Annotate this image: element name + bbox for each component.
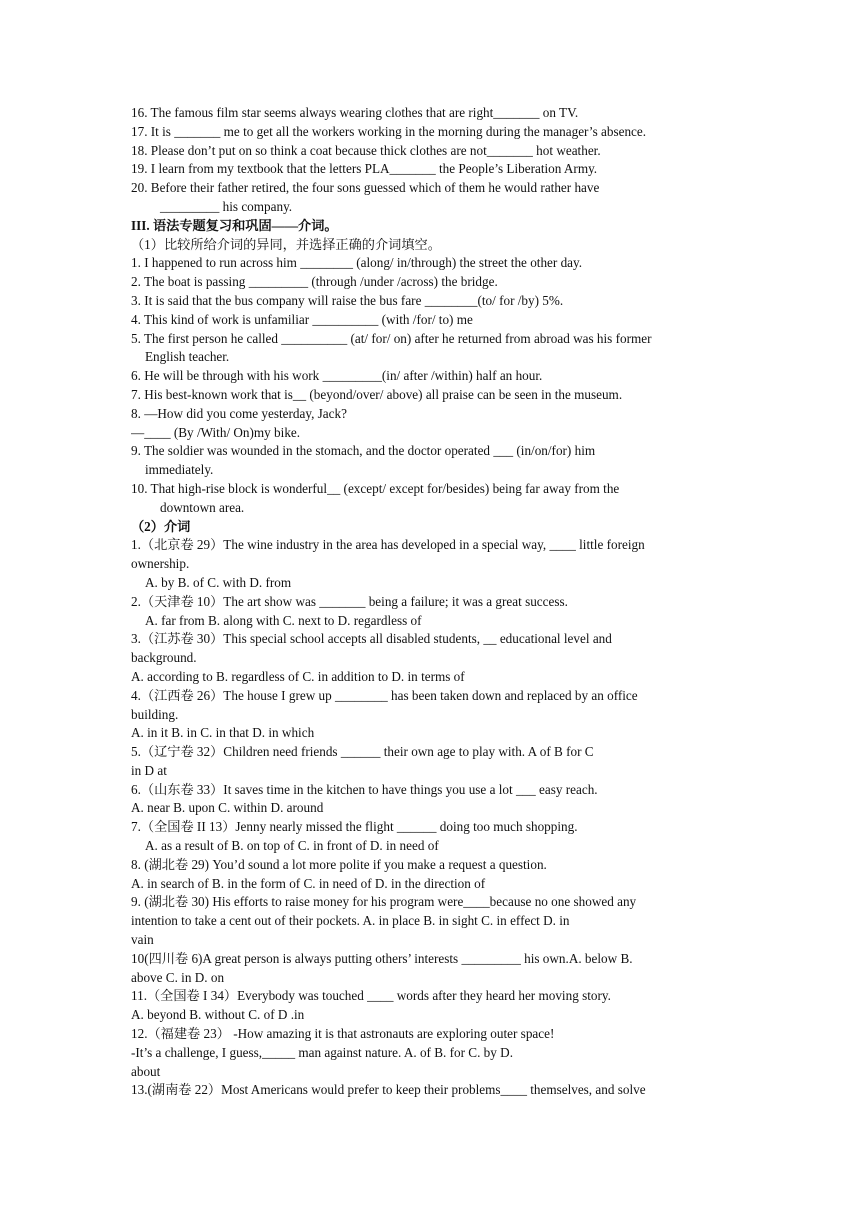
text-line: 5.（辽宁卷 32）Children need friends ______ their own age to play with. A of B for C — [131, 744, 594, 760]
text-line: 2.（天津卷 10）The art show was _______ being a failure; it was a great success. — [131, 593, 568, 609]
text-line: above C. in D. on — [131, 969, 225, 985]
text-line: A. in it B. in C. in that D. in which — [131, 725, 315, 741]
text-line: A. beyond B. without C. of D .in — [131, 1007, 305, 1023]
text-line: 5. The first person he called __________ (at/ for/ on) after he returned from abroad was his former — [131, 330, 652, 346]
text-line: vain — [131, 932, 154, 948]
text-line: 7. His best-known work that is__ (beyond/over/ above) all praise can be seen in the museum. — [131, 386, 623, 402]
text-line: immediately. — [145, 462, 214, 478]
text-line: downtown area. — [160, 499, 245, 515]
text-line: 7.（全国卷 II 13）Jenny nearly missed the flight ______ doing too much shopping. — [131, 819, 578, 835]
text-line: _________ his company. — [160, 198, 293, 214]
text-line: A. by B. of C. with D. from — [145, 574, 292, 590]
text-line: 19. I learn from my textbook that the letters PLA_______ the People’s Liberation Army. — [131, 161, 598, 177]
text-line: 2. The boat is passing _________ (through /under /across) the bridge. — [131, 274, 498, 290]
text-line: English teacher. — [145, 349, 230, 365]
text-line: 8. —How did you come yesterday, Jack? — [131, 405, 347, 421]
text-line: III. 语法专题复习和巩固——介词。 — [131, 217, 338, 233]
text-line: 3. It is said that the bus company will raise the bus fare ________(to/ for /by) 5%. — [131, 292, 564, 308]
text-line: 4.（江西卷 26）The house I grew up ________ has been taken down and replaced by an office — [131, 687, 638, 703]
text-line: A. according to B. regardless of C. in addition to D. in terms of — [131, 668, 465, 684]
text-line: 1.（北京卷 29）The wine industry in the area has developed in a special way, ____ little foreign — [131, 537, 645, 553]
text-line: （1）比较所给介词的异同，并选择正确的介词填空。 — [131, 236, 441, 252]
text-line: intention to take a cent out of their pockets. A. in place B. in sight C. in effect D. in — [131, 913, 570, 929]
text-line: 11.（全国卷 I 34）Everybody was touched ____ words after they heard her moving story. — [131, 988, 611, 1004]
text-line: 9. The soldier was wounded in the stomach, and the doctor operated ___ (in/on/for) him — [131, 443, 596, 459]
text-line: 4. This kind of work is unfamiliar __________ (with /for/ to) me — [131, 311, 473, 327]
text-line: in D at — [131, 762, 167, 778]
text-line: 20. Before their father retired, the four sons guessed which of them he would rather have — [131, 180, 600, 196]
text-line: 10. That high-rise block is wonderful__ (except/ except for/besides) being far away from the — [131, 480, 620, 496]
text-line: about — [131, 1063, 161, 1079]
text-line: 13.(湖南卷 22）Most Americans would prefer to keep their problems____ themselves, and solve — [131, 1082, 646, 1098]
text-line: ownership. — [131, 556, 190, 572]
text-line: —____ (By /With/ On)my bike. — [131, 424, 301, 440]
document-body — [131, 104, 733, 1100]
text-line: building. — [131, 706, 179, 722]
text-line: 9. (湖北卷 30) His efforts to raise money for his program were____because no one showed any — [131, 894, 637, 910]
text-line: 3.（江苏卷 30）This special school accepts all disabled students, __ educational level and — [131, 631, 612, 647]
text-line: 10(四川卷 6)A great person is always putting others’ interests _________ his own.A. below B. — [131, 950, 633, 966]
text-line: 6. He will be through with his work _________(in/ after /within) half an hour. — [131, 368, 543, 384]
text-line: A. far from B. along with C. next to D. regardless of — [145, 612, 422, 628]
text-line: A. in search of B. in the form of C. in need of D. in the direction of — [131, 875, 486, 891]
text-line: background. — [131, 650, 197, 666]
text-line: -It’s a challenge, I guess,_____ man against nature. A. of B. for C. by D. — [131, 1044, 513, 1060]
text-line: 18. Please don’t put on so think a coat because thick clothes are not_______ hot weather. — [131, 142, 601, 158]
text-line: 17. It is _______ me to get all the workers working in the morning during the manager’s absence. — [131, 123, 647, 139]
text-line: 12.（福建卷 23） -How amazing it is that astronauts are exploring outer space! — [131, 1026, 555, 1042]
text-line: 8. (湖北卷 29) You’d sound a lot more polite if you make a request a question. — [131, 856, 547, 872]
text-line: 1. I happened to run across him ________ (along/ in/through) the street the other day. — [131, 255, 583, 271]
text-line: （2）介词 — [131, 518, 191, 534]
text-line: 6.（山东卷 33）It saves time in the kitchen to have things you use a lot ___ easy reach. — [131, 781, 598, 797]
text-line: A. near B. upon C. within D. around — [131, 800, 324, 816]
text-line: 16. The famous film star seems always wearing clothes that are right_______ on TV. — [131, 105, 579, 120]
text-line: A. as a result of B. on top of C. in front of D. in need of — [145, 838, 439, 854]
